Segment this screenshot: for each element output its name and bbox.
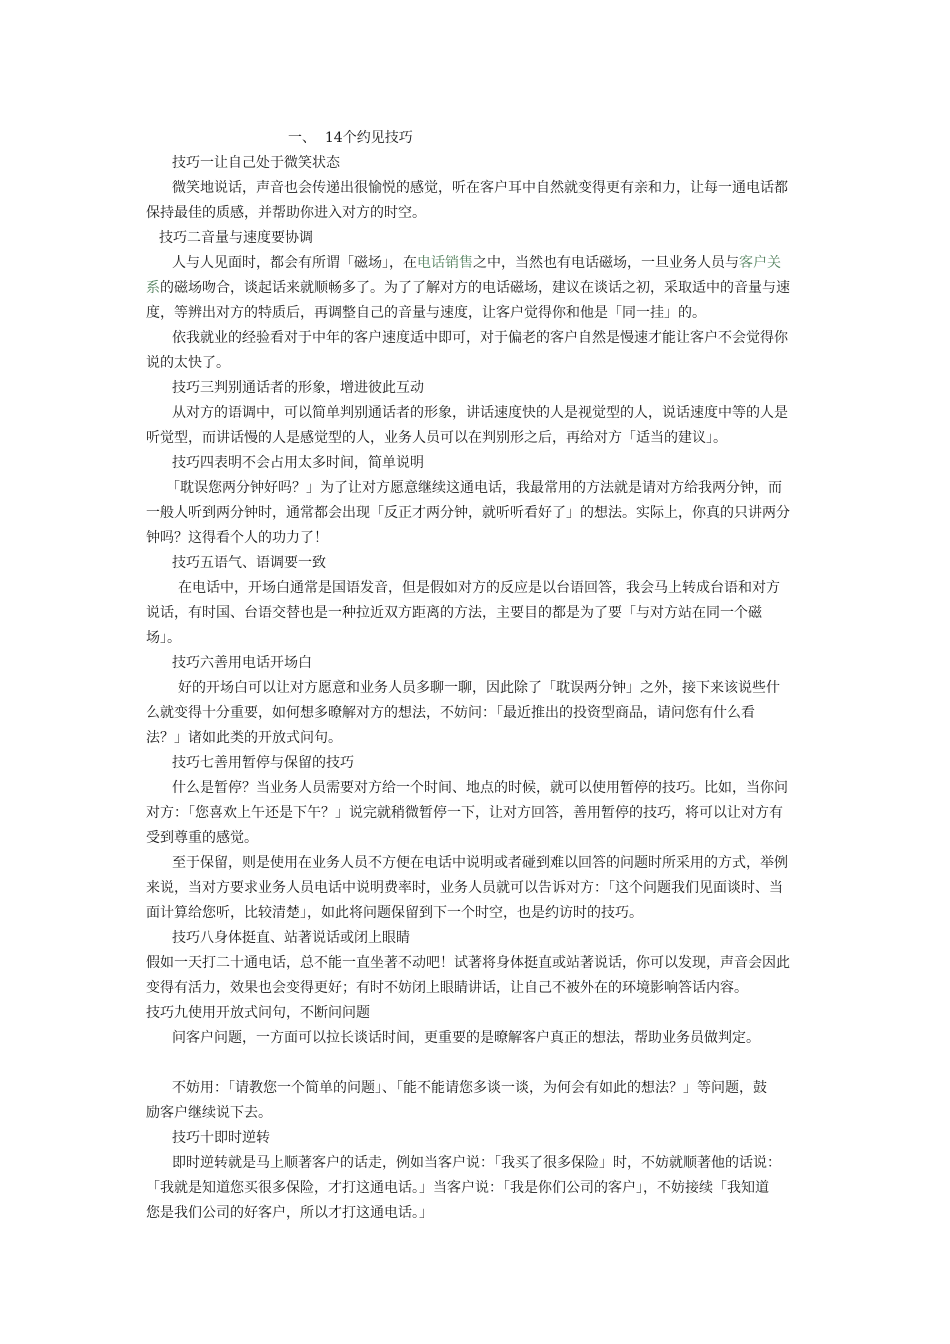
paragraph-line: 不妨用：「请教您一个简单的问题」、「能不能请您多谈一谈，为何会有如此的想法？」等问题，鼓 xyxy=(172,1080,767,1096)
paragraph-line: 假如一天打二十通电话，总不能一直坐著不动吧！试著将身体挺直或站著说话，你可以发现，声音会因此 xyxy=(146,955,790,971)
paragraph-line: 对方：「您喜欢上午还是下午？」说完就稍微暂停一下，让对方回答，善用暂停的技巧，将可以让对方有 xyxy=(146,805,783,821)
link-customer-relations-cont[interactable]: 系 xyxy=(146,280,160,296)
paragraph-line: 面计算给您听，比较清楚」，如此将问题保留到下一个时空，也是约访时的技巧。 xyxy=(146,905,643,921)
paragraph-line: 听觉型，而讲话慢的人是感觉型的人，业务人员可以在判别形之后，再给对方「适当的建议」。 xyxy=(146,430,727,446)
paragraph-line: 即时逆转就是马上顺著客户的话走，例如当客户说：「我买了很多保险」时，不妨就顺著他的话说： xyxy=(172,1155,781,1171)
section-heading-5: 技巧五语气、语调要一致 xyxy=(172,555,326,571)
paragraph-line: 变得有活力，效果也会变得更好；有时不妨闭上眼睛讲话，让自己不被外在的环境影响答话内容。 xyxy=(146,980,748,996)
paragraph-line: 保持最佳的质感，并帮助你进入对方的时空。 xyxy=(146,205,426,221)
section-heading-1: 技巧一让自己处于微笑状态 xyxy=(172,155,340,171)
section-heading-2: 技巧二音量与速度要协调 xyxy=(159,230,313,246)
section-heading-10: 技巧十即时逆转 xyxy=(172,1130,270,1146)
paragraph-line: 「耽误您两分钟好吗？」为了让对方愿意继续这通电话，我最常用的方法就是请对方给我两分钟，而 xyxy=(166,480,782,496)
link-customer-relations[interactable]: 客户关 xyxy=(739,255,781,271)
paragraph-line: 么就变得十分重要，如何想多暸解对方的想法，不妨问：「最近推出的投资型商品，请问您有什么看 xyxy=(146,705,755,721)
paragraph-line: 什么是暂停？当业务人员需要对方给一个时间、地点的时候，就可以使用暂停的技巧。比如，当你问 xyxy=(172,780,788,796)
paragraph-line: 法？」诸如此类的开放式问句。 xyxy=(146,730,342,746)
paragraph-line: 至于保留，则是使用在业务人员不方便在电话中说明或者碰到难以回答的问题时所采用的方式，举例 xyxy=(172,855,788,871)
paragraph-line xyxy=(172,253,781,273)
paragraph-line: 「我就是知道您买很多保险，才打这通电话。」当客户说：「我是你们公司的客户」，不妨接续「我知道 xyxy=(146,1180,769,1196)
paragraph-line: 微笑地说话，声音也会传递出很愉悦的感觉，听在客户耳中自然就变得更有亲和力，让每一通电话都 xyxy=(172,180,788,196)
document-title: 一、 14个约见技巧 xyxy=(288,130,413,146)
paragraph-text: 的磁场吻合，谈起话来就顺畅多了。为了了解对方的电话磁场，建议在谈话之初，采取适中的音量与速 xyxy=(160,280,790,296)
paragraph-line: 从对方的语调中，可以简单判别通话者的形象，讲话速度快的人是视觉型的人，说话速度中等的人是 xyxy=(172,405,788,421)
paragraph-line xyxy=(146,278,790,298)
paragraph-line: 依我就业的经验看对于中年的客户速度适中即可，对于偏老的客户自然是慢速才能让客户不会觉得你 xyxy=(172,330,788,346)
section-heading-7: 技巧七善用暂停与保留的技巧 xyxy=(172,755,354,771)
link-telesales[interactable]: 电话销售 xyxy=(417,255,473,271)
paragraph-text: 人与人见面时，都会有所谓「磁场」，在 xyxy=(172,255,417,271)
section-heading-6: 技巧六善用电话开场白 xyxy=(172,655,312,671)
paragraph-line: 一般人听到两分钟时，通常都会出现「反正才两分钟，就听听看好了」的想法。实际上，你真的只讲两分 xyxy=(146,505,790,521)
paragraph-line: 好的开场白可以让对方愿意和业务人员多聊一聊，因此除了「耽误两分钟」之外，接下来该说些什 xyxy=(178,680,780,696)
paragraph-line: 您是我们公司的好客户，所以才打这通电话。」 xyxy=(146,1205,433,1221)
paragraph-line: 受到尊重的感觉。 xyxy=(146,830,258,846)
paragraph-line: 钟吗？这得看个人的功力了！ xyxy=(146,530,328,546)
paragraph-line: 场」。 xyxy=(146,630,181,646)
paragraph-line: 在电话中，开场白通常是国语发音，但是假如对方的反应是以台语回答，我会马上转成台语和对方 xyxy=(178,580,780,596)
paragraph-line: 励客户继续说下去。 xyxy=(146,1105,272,1121)
section-heading-3: 技巧三判别通话者的形象，增进彼此互动 xyxy=(172,380,424,396)
paragraph-line: 说话，有时国、台语交替也是一种拉近双方距离的方法，主要目的都是为了要「与对方站在同一个磁 xyxy=(146,605,762,621)
paragraph-text: 之中，当然也有电话磁场，一旦业务人员与 xyxy=(473,255,739,271)
section-heading-9: 技巧九使用开放式问句，不断问问题 xyxy=(146,1005,370,1021)
paragraph-line: 问客户问题，一方面可以拉长谈话时间，更重要的是暸解客户真正的想法，帮助业务员做判定。 xyxy=(172,1030,760,1046)
paragraph-line: 来说，当对方要求业务人员电话中说明费率时，业务人员就可以告诉对方：「这个问题我们见面谈时、当 xyxy=(146,880,783,896)
section-heading-8: 技巧八身体挺直、站著说话或闭上眼睛 xyxy=(172,930,410,946)
section-heading-4: 技巧四表明不会占用太多时间，简单说明 xyxy=(172,455,424,471)
paragraph-line: 说的太快了。 xyxy=(146,355,230,371)
paragraph-line: 度，等辨出对方的特质后，再调整自己的音量与速度，让客户觉得你和他是「同一挂」的。 xyxy=(146,305,706,321)
